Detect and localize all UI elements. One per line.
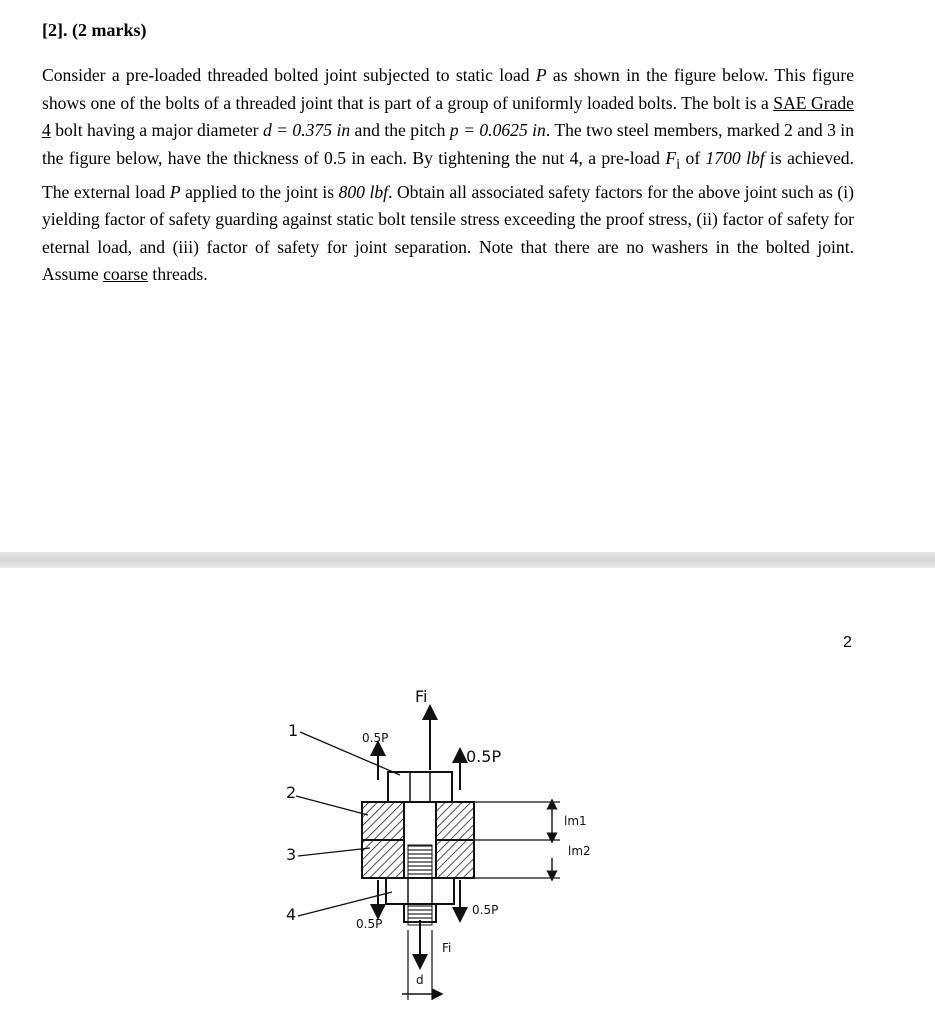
half-p-top-left-label: 0.5P	[362, 731, 389, 745]
fi-top-label: Fi	[415, 687, 428, 706]
page-2	[0, 568, 935, 1024]
bolt-head	[388, 772, 452, 802]
half-p-bottom-right-label: 0.5P	[472, 903, 499, 917]
lm2-label: lm2	[568, 844, 591, 858]
question-title: [2]. (2 marks)	[42, 20, 147, 40]
bolted-joint-figure	[270, 680, 630, 1020]
sae-grade-link: SAE Grade 4	[42, 92, 854, 140]
marker-2: 2	[286, 783, 297, 802]
marker-3: 3	[286, 845, 297, 864]
question-text: Consider a pre-loaded threaded bolted joint subjected to static load P as shown in the figure below. This figure shows one of the bolts of a threaded joint that is part of a group of uniformly loaded bolts. The bolt is a SAE Grade 4 bolt having a major diameter d = 0.375 in and the pitch p = 0.0625 in. The two steel members, marked 2 and 3 in the figure below, have the thickness of 0.5 in each. By tightening the nut 4, a pre-load $F_i$ of 1700 lbf is achieved. The external load P applied to the joint is 800 lbf. Obtain all associated safety factors for the above joint such as (i) yielding factor of safety guarding against static bolt tensile stress exceeding the proof stress, (ii) factor of safety for eternal load, and (iii) factor of safety for joint separation. Note that there are no washers in the bolted joint. Assume coarse threads.	[42, 65, 855, 285]
page-number: 2	[843, 634, 852, 651]
page-separator	[0, 552, 935, 568]
half-p-bottom-left-label: 0.5P	[356, 917, 383, 931]
lm1-label: lm1	[564, 814, 587, 828]
half-p-top-right-label: 0.5P	[466, 747, 502, 766]
coarse-underline: coarse	[103, 264, 149, 285]
marker-1: 1	[288, 721, 299, 740]
fi-bottom-label: Fi	[442, 941, 452, 955]
nut	[386, 878, 454, 904]
d-label: d	[416, 973, 424, 987]
marker-4: 4	[286, 905, 297, 924]
